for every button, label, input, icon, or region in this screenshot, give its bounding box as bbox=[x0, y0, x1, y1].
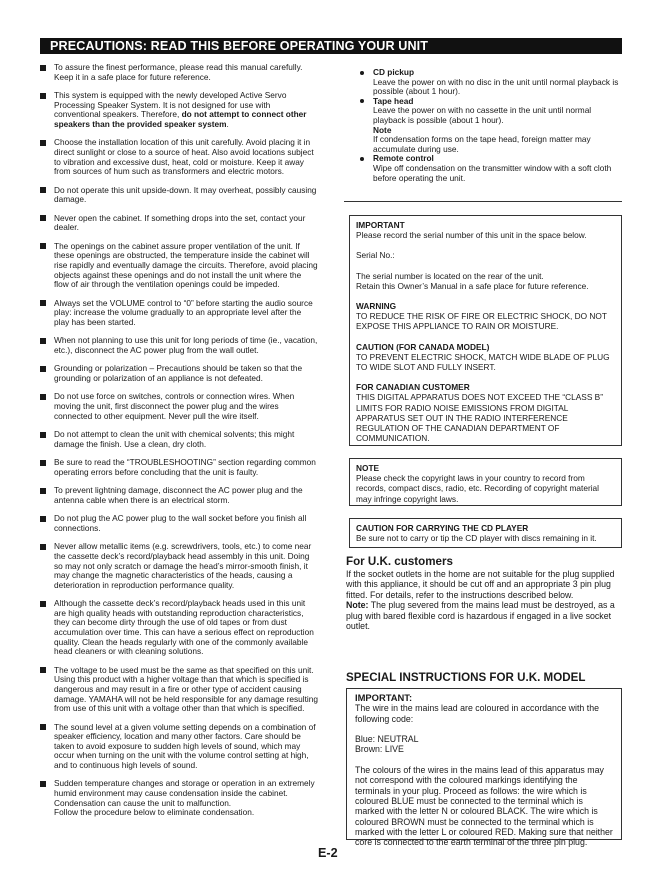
square-bullet-icon bbox=[40, 65, 46, 71]
square-bullet-icon bbox=[40, 394, 46, 400]
square-bullet-icon bbox=[40, 300, 46, 306]
round-bullet-icon bbox=[360, 71, 364, 75]
square-bullet-icon bbox=[40, 243, 46, 249]
important-box: IMPORTANT Please record the serial number of this unit in the space below. Serial No.: The serial number is located on the rear of the unit. Retain this Owner’s Manual in a safe place for future reference. WARNING TO REDUCE THE RISK OF FIRE OR ELECTRIC SHOCK, DO NOT EXPOSE THIS APPLIANCE TO RAIN OR MOISTURE. CAUTION (FOR CANADA MODEL) TO PREVENT ELECTRIC SHOCK, MATCH WIDE BLADE OF PLUG TO WIDE SLOT AND FULLY INSERT. FOR CANADIAN CUSTOMER THIS DIGITAL APPARATUS DOES NOT EXCEED THE “CLASS B” LIMITS FOR RADIO NOISE EMISSIONS FROM DIGITAL APPARATUS SET OUT IN THE RADIO INTERFERENCE REGULATION OF THE CANADIAN DEPARTMENT OF COMMUNICATION. bbox=[349, 215, 622, 446]
list-item: Do not operate this unit upside-down. It may overheat, possibly causing damage. bbox=[40, 186, 318, 205]
list-item: Never open the cabinet. If something drops into the set, contact your dealer. bbox=[40, 214, 318, 233]
list-item: When not planning to use this unit for long periods of time (ie., vacation, etc.), disconnect the AC power plug from the wall outlet. bbox=[40, 336, 318, 355]
list-item: Never allow metallic items (e.g. screwdrivers, tools, etc.) to come near the cassette deck’s record/playback head assembly in this unit. Doing so may not only scratch or damage the head’s mirror-smooth finish, it may change the magnetic characteristics of the heads, causing a deterioration in reproduction performance quality. bbox=[40, 542, 318, 590]
uk-customers-section: For U.K. customers If the socket outlets in the home are not suitable for the plug supplied with this appliance, it should be cut off and an appropriate 3 pin plug fitted. For details, refer to the instructions described below. Note: The plug severed from the mains lead must be destroyed, as a plug with bared flexible cord is hazardous if engaged in a live socket outlet. bbox=[346, 555, 624, 631]
list-item: Choose the installation location of this unit carefully. Avoid placing it in direct sunlight or close to a source of heat. Also avoid locations subject to vibration and excessive dust, heat, cold or moisture. Keep it away from sources of hum such as transformers and electric motors. bbox=[40, 138, 318, 176]
list-item: Remote control bbox=[360, 154, 622, 164]
list-item: To assure the finest performance, please read this manual carefully. Keep it in a safe place for future reference. bbox=[40, 63, 318, 82]
list-item: Do not attempt to clean the unit with chemical solvents; this might damage the finish. Use a clean, dry cloth. bbox=[40, 430, 318, 449]
list-item: Sudden temperature changes and storage or operation in an extremely humid environment may cause condensation inside the cabinet. Condensation can cause the unit to malfunction. Follow the procedure below to eliminate condensation. bbox=[40, 779, 318, 817]
square-bullet-icon bbox=[40, 516, 46, 522]
list-item: The voltage to be used must be the same as that specified on this unit. Using this product with a higher voltage than that which is specified is dangerous and may result in a fire or other type of accident causing damage. YAMAHA will not be held responsible for any damage resulting from use of this unit with a voltage other than that which is specified. bbox=[40, 666, 318, 714]
copyright-note-box: NOTE Please check the copyright laws in your country to record from records, compact discs, radio, etc. Recording of copyright material may infringe copyright laws. bbox=[349, 458, 622, 506]
list-item: This system is equipped with the newly developed Active Servo Processing Speaker System. It is not designed for use with conventional speakers. Therefore, do not attempt to connect other speakers than the provided speaker system. bbox=[40, 91, 318, 129]
precautions-list bbox=[40, 63, 318, 827]
square-bullet-icon bbox=[40, 601, 46, 607]
square-bullet-icon bbox=[40, 460, 46, 466]
cd-caution-box: CAUTION FOR CARRYING THE CD PLAYER Be sure not to carry or tip the CD player with discs remaining in it. bbox=[349, 518, 622, 548]
section-title: PRECAUTIONS: READ THIS BEFORE OPERATING YOUR UNIT bbox=[50, 39, 429, 53]
uk-wiring-box: IMPORTANT: The wire in the mains lead are coloured in accordance with the following code: Blue: NEUTRAL Brown: LIVE The colours of the wires in the mains lead of this apparatus may not correspond with the coloured markings identifying the terminals in your plug. Proceed as follows: the wire which is coloured BLUE must be connected to the terminal which is marked with the letter N or coloured BLACK. The wire which is coloured BROWN must be connected to the terminal which is marked with the letter L or coloured RED. Making sure that neither core is connected to the earth terminal of the three pin plug. bbox=[346, 688, 622, 840]
list-item: The sound level at a given volume setting depends on a combination of speaker efficiency, location and many other factors. Care should be taken to avoid exposure to sudden high levels of sound, which may occur when turning on the unit with the volume control setting at high, and to continuous high levels of sound. bbox=[40, 723, 318, 771]
page-number: E-2 bbox=[318, 846, 338, 860]
square-bullet-icon bbox=[40, 215, 46, 221]
uk-customers-title: For U.K. customers bbox=[346, 555, 453, 568]
square-bullet-icon bbox=[40, 187, 46, 193]
square-bullet-icon bbox=[40, 544, 46, 550]
section-title-bar bbox=[40, 38, 622, 54]
list-item: Be sure to read the “TROUBLESHOOTING” section regarding common operating errors before concluding that the unit is faulty. bbox=[40, 458, 318, 477]
square-bullet-icon bbox=[40, 488, 46, 494]
round-bullet-icon bbox=[360, 99, 364, 103]
special-instructions-title: SPECIAL INSTRUCTIONS FOR U.K. MODEL bbox=[346, 671, 586, 684]
square-bullet-icon bbox=[40, 724, 46, 730]
list-item: Do not use force on switches, controls or connection wires. When moving the unit, first disconnect the power plug and the wires connected to other equipment. Never pull the wire itself. bbox=[40, 392, 318, 421]
special-instructions-heading bbox=[346, 671, 624, 685]
square-bullet-icon bbox=[40, 667, 46, 673]
list-item: Tape head bbox=[360, 97, 622, 107]
square-bullet-icon bbox=[40, 432, 46, 438]
square-bullet-icon bbox=[40, 781, 46, 787]
round-bullet-icon bbox=[360, 157, 364, 161]
list-item: CD pickup bbox=[360, 68, 622, 78]
list-item: The openings on the cabinet assure proper ventilation of the unit. If these openings are obstructed, the temperature inside the cabinet will rise rapidly and eventually damage the circuits. Therefore, avoid placing objects against these openings and do not install the unit where the flow of air through the ventilation openings could be impeded. bbox=[40, 242, 318, 290]
list-item: Although the cassette deck’s record/playback heads used in this unit are high quality heads with outstanding reproduction characteristics, they can become dirty through the use of old tapes or from dust accumulation over time. This can have a serious effect on reproduction quality. Clean the heads regularly with one of the commonly available head cleaners or with cleaning solutions. bbox=[40, 599, 318, 657]
square-bullet-icon bbox=[40, 93, 46, 99]
list-item: Always set the VOLUME control to “0” before starting the audio source play: increase the volume gradually to an appropriate level after the play has been started. bbox=[40, 299, 318, 328]
square-bullet-icon bbox=[40, 338, 46, 344]
square-bullet-icon bbox=[40, 366, 46, 372]
square-bullet-icon bbox=[40, 140, 46, 146]
list-item: Grounding or polarization – Precautions should be taken so that the grounding or polarization of an appliance is not defeated. bbox=[40, 364, 318, 383]
list-item: Do not plug the AC power plug to the wall socket before you finish all connections. bbox=[40, 514, 318, 533]
condensation-procedure: CD pickup Leave the power on with no disc in the unit until normal playback is possible (about 1 hour). Tape head Leave the power on with no cassette in the unit until normal playback is possible (about 1 hour). Note If condensation forms on the tape head, foreign matter may accumulate during use. Remote control Wipe off condensation on the transmitter window with a soft cloth before operating the unit. bbox=[360, 68, 622, 183]
divider bbox=[344, 201, 622, 202]
list-item: To prevent lightning damage, disconnect the AC power plug and the antenna cable when there is an electrical storm. bbox=[40, 486, 318, 505]
